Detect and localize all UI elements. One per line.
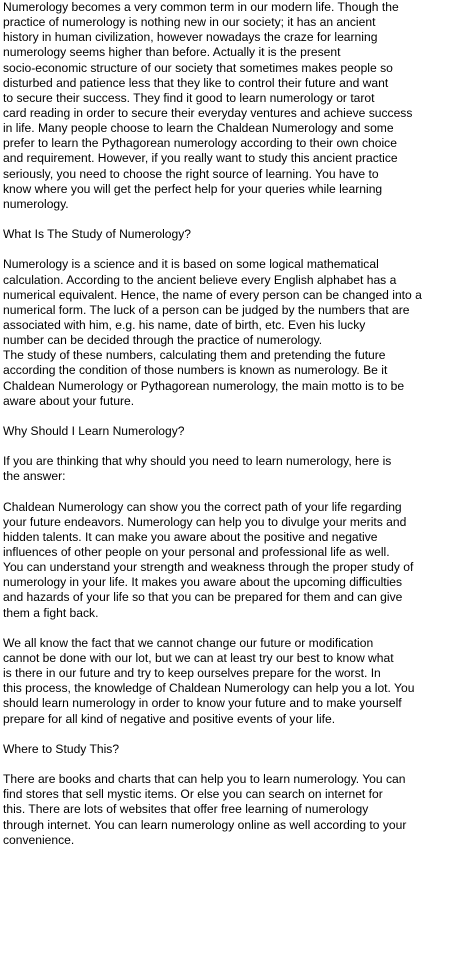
text-line: find stores that sell mystic items. Or else you can search on internet for	[3, 787, 383, 802]
text-line: and requirement. However, if you really want to study this ancient practice	[3, 151, 398, 166]
section-heading-where: Where to Study This?	[3, 741, 120, 756]
text-line: numerology seems higher than before. Actually it is the present	[3, 45, 341, 60]
text-line: convenience.	[3, 832, 75, 847]
why-intro-paragraph	[3, 454, 455, 484]
text-line: Numerology is a science and it is based on some logical mathematical	[3, 257, 379, 272]
paragraph-gap	[3, 409, 455, 424]
text-line: this process, the knowledge of Chaldean Numerology can help you a lot. You	[3, 681, 415, 696]
text-line: the answer:	[3, 469, 66, 484]
study-paragraph	[3, 257, 455, 408]
text-line: cannot be done with our lot, but we can at least try our best to know what	[3, 651, 394, 666]
text-line: hidden talents. It can make you aware about the positive and negative	[3, 529, 378, 544]
paragraph-gap	[3, 485, 455, 500]
text-line: numerical equivalent. Hence, the name of every person can be changed into a	[3, 287, 422, 302]
text-line: number can be decided through the practice of numerology.	[3, 333, 323, 348]
text-line: seriously, you need to choose the right source of learning. You have to	[3, 166, 379, 181]
text-line: through internet. You can learn numerology online as well according to your	[3, 817, 407, 832]
where-paragraph	[3, 772, 455, 848]
text-line: Chaldean Numerology or Pythagorean numerology, the main motto is to be	[3, 378, 405, 393]
text-line: You can understand your strength and weakness through the proper study of	[3, 560, 414, 575]
future-paragraph	[3, 636, 455, 727]
text-line: We all know the fact that we cannot change our future or modification	[3, 635, 374, 650]
text-line: There are books and charts that can help you to learn numerology. You can	[3, 772, 406, 787]
section-heading-why: Why Should I Learn Numerology?	[3, 423, 185, 438]
text-line: The study of these numbers, calculating them and pretending the future	[3, 348, 386, 363]
section-heading-study: What Is The Study of Numerology?	[3, 227, 191, 242]
text-line: influences of other people on your personal and professional life as well.	[3, 545, 390, 560]
paragraph-gap	[3, 242, 455, 257]
text-line: numerical form. The luck of a person can be judged by the numbers that are	[3, 302, 410, 317]
text-line: numerology.	[3, 196, 69, 211]
text-line: prepare for all kind of negative and positive events of your life.	[3, 711, 336, 726]
text-line: to secure their success. They find it good to learn numerology or tarot	[3, 90, 375, 105]
text-line: your future endeavors. Numerology can help you to divulge your merits and	[3, 514, 407, 529]
text-line: Numerology becomes a very common term in our modern life. Though the	[3, 0, 399, 14]
paragraph-gap	[3, 439, 455, 454]
paragraph-gap	[3, 757, 455, 772]
text-line: socio-economic structure of our society that sometimes makes people so	[3, 60, 393, 75]
text-line: prefer to learn the Pythagorean numerology according to their own choice	[3, 136, 397, 151]
text-line: aware about your future.	[3, 393, 135, 408]
text-line: practice of numerology is nothing new in our society; it has an ancient	[3, 15, 376, 30]
text-line: in life. Many people choose to learn the Chaldean Numerology and some	[3, 121, 394, 136]
text-line: them a fight back.	[3, 605, 99, 620]
text-line: history in human civilization, however nowadays the craze for learning	[3, 30, 378, 45]
intro-paragraph	[3, 0, 455, 212]
text-line: numerology in your life. It makes you aware about the upcoming difficulties	[3, 575, 403, 590]
text-line: should learn numerology in order to know your future and to make yourself	[3, 696, 402, 711]
paragraph-gap	[3, 621, 455, 636]
text-line: and hazards of your life so that you can be prepared for them and can give	[3, 590, 403, 605]
text-line: Chaldean Numerology can show you the correct path of your life regarding	[3, 499, 402, 514]
text-line: according the condition of those numbers is known as numerology. Be it	[3, 363, 388, 378]
paragraph-gap	[3, 727, 455, 742]
chaldean-paragraph	[3, 500, 455, 621]
text-line: this. There are lots of websites that offer free learning of numerology	[3, 802, 369, 817]
text-line: If you are thinking that why should you need to learn numerology, here is	[3, 454, 392, 469]
text-line: associated with him, e.g. his name, date of birth, etc. Even his lucky	[3, 317, 366, 332]
text-line: know where you will get the perfect help for your queries while learning	[3, 181, 383, 196]
text-line: disturbed and patience less that they like to control their future and want	[3, 75, 389, 90]
text-line: is there in our future and try to keep ourselves prepare for the worst. In	[3, 666, 381, 681]
text-line: calculation. According to the ancient believe every English alphabet has a	[3, 272, 397, 287]
paragraph-gap	[3, 212, 455, 227]
text-line: card reading in order to secure their everyday ventures and achieve success	[3, 105, 413, 120]
